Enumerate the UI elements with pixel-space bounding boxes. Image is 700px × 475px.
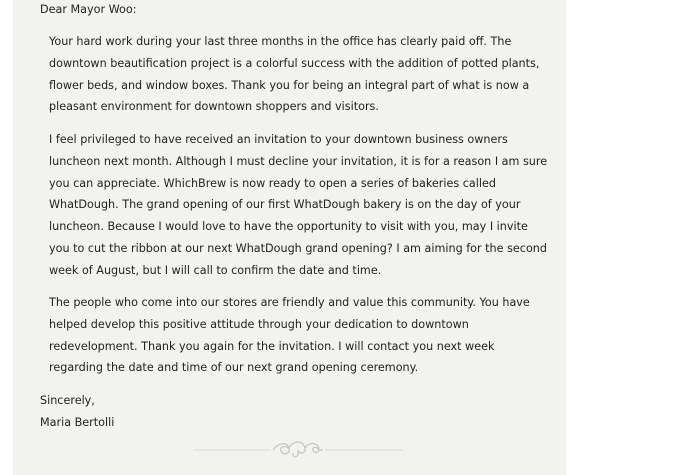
signature: Maria Bertolli: [40, 416, 115, 429]
closing: Sincerely,: [40, 394, 95, 407]
flourish-divider-icon: [193, 438, 403, 460]
letter-page: [13, 0, 566, 475]
salutation: Dear Mayor Woo:: [40, 3, 137, 16]
body-paragraph-3: The people who come into our stores are friendly and value this community. You have helped develop this positive attitude through your dedication to downtown redevelopment. Thank you again for the invitation. I will contact you next week regarding the date and time of our next grand opening ceremony.: [49, 296, 530, 375]
body-paragraph-2: I feel privileged to have received an invitation to your downtown business owners luncheon next month. Although I must decline your invitation, it is for a reason I am sure you can appreciate. WhichBrew is now ready to open a series of bakeries called WhatDough. The grand opening of our first WhatDough bakery is on the day of your luncheon. Because I would love to have the opportunity to visit with you, may I invite you to cut the ribbon at our next WhatDough grand opening? I am aiming for the second week of August, but I will call to confirm the date and time.: [49, 133, 548, 277]
body-paragraph-1: Your hard work during your last three months in the office has clearly paid off. The downtown beautification project is a colorful success with the addition of potted plants, flower beds, and window boxes. Thank you for being an integral part of what is now a pleasant environment for downtown shoppers and visitors.: [49, 35, 540, 114]
